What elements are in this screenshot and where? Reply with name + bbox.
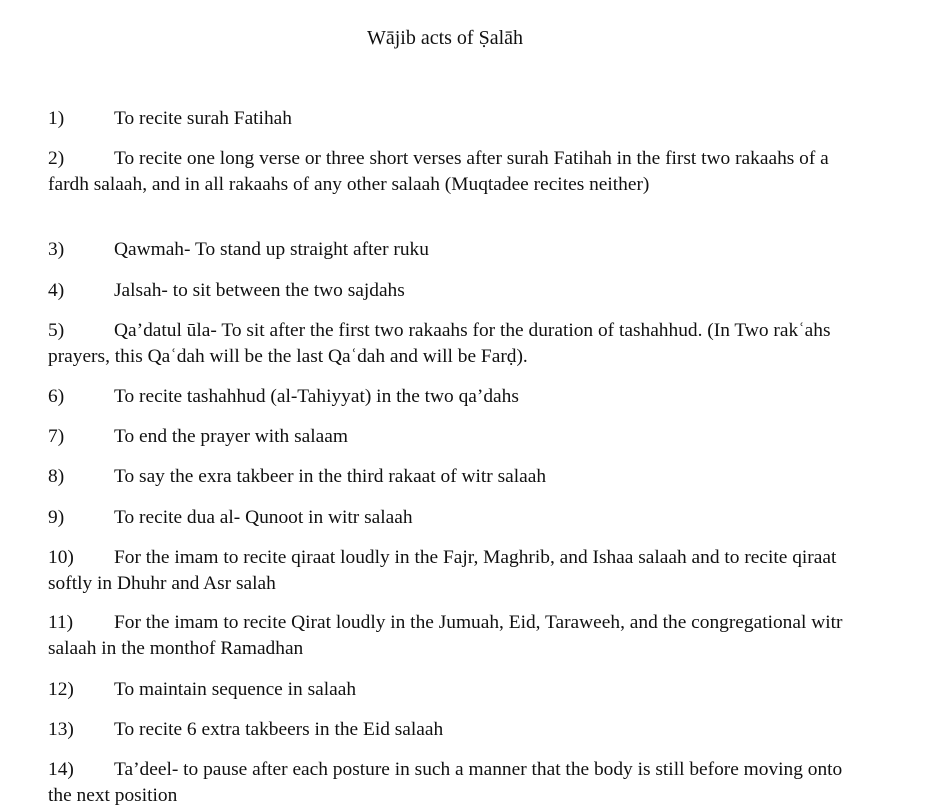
item-text: To recite surah Fatihah — [114, 108, 292, 129]
item-number: 3) — [48, 239, 65, 260]
item-number: 7) — [48, 426, 65, 447]
item-number: 8) — [48, 466, 65, 487]
list-item — [48, 278, 848, 304]
list-item — [48, 677, 848, 703]
item-text: For the imam to recite qiraat loudly in the Fajr, Maghrib, and Ishaa salaah and to recite qiraat softly in Dhuhr and Asr salah — [48, 547, 837, 594]
item-number: 1) — [48, 108, 65, 129]
list-item — [48, 106, 848, 132]
item-number: 5) — [48, 320, 65, 341]
list-item — [48, 757, 848, 808]
item-number: 11) — [48, 612, 74, 633]
item-number: 6) — [48, 386, 65, 407]
list-item — [48, 318, 848, 369]
list-item — [48, 146, 848, 197]
item-number: 14) — [48, 759, 74, 780]
item-number: 10) — [48, 547, 74, 568]
item-number: 9) — [48, 507, 65, 528]
item-text: To say the exra takbeer in the third rakaat of witr salaah — [114, 466, 547, 487]
list-item — [48, 545, 848, 596]
item-text: Qa’datul ūla- To sit after the first two rakaahs for the duration of tashahhud. (In Two rakʿahs prayers, this Qaʿdah will be the last Qaʿdah and will be Farḍ). — [48, 320, 831, 367]
item-text: Jalsah- to sit between the two sajdahs — [114, 280, 405, 301]
list-item — [48, 717, 848, 743]
list-item — [48, 464, 848, 490]
list-item — [48, 505, 848, 531]
item-number: 12) — [48, 679, 74, 700]
list-item — [48, 610, 848, 661]
item-text: To recite dua al- Qunoot in witr salaah — [114, 507, 413, 528]
item-text: Qawmah- To stand up straight after ruku — [114, 239, 429, 260]
list-item — [48, 424, 848, 450]
item-text: Ta’deel- to pause after each posture in such a manner that the body is still before moving onto the next position — [48, 759, 843, 806]
item-text: To recite one long verse or three short verses after surah Fatihah in the first two rakaahs of a fardh salaah, and in all rakaahs of any other salaah (Muqtadee recites neither) — [48, 148, 829, 195]
item-text: To recite 6 extra takbeers in the Eid salaah — [114, 719, 444, 740]
list-item — [48, 384, 848, 410]
list-item — [48, 237, 848, 263]
item-number: 2) — [48, 148, 65, 169]
item-text: To end the prayer with salaam — [114, 426, 348, 447]
item-text: For the imam to recite Qirat loudly in the Jumuah, Eid, Taraweeh, and the congregational witr salaah in the monthof Ramadhan — [48, 612, 843, 659]
item-text: To maintain sequence in salaah — [114, 679, 357, 700]
page-title: Wājib acts of Ṣalāh — [366, 27, 524, 49]
item-number: 4) — [48, 280, 65, 301]
item-text: To recite tashahhud (al-Tahiyyat) in the two qa’dahs — [114, 386, 519, 407]
item-number: 13) — [48, 719, 74, 740]
